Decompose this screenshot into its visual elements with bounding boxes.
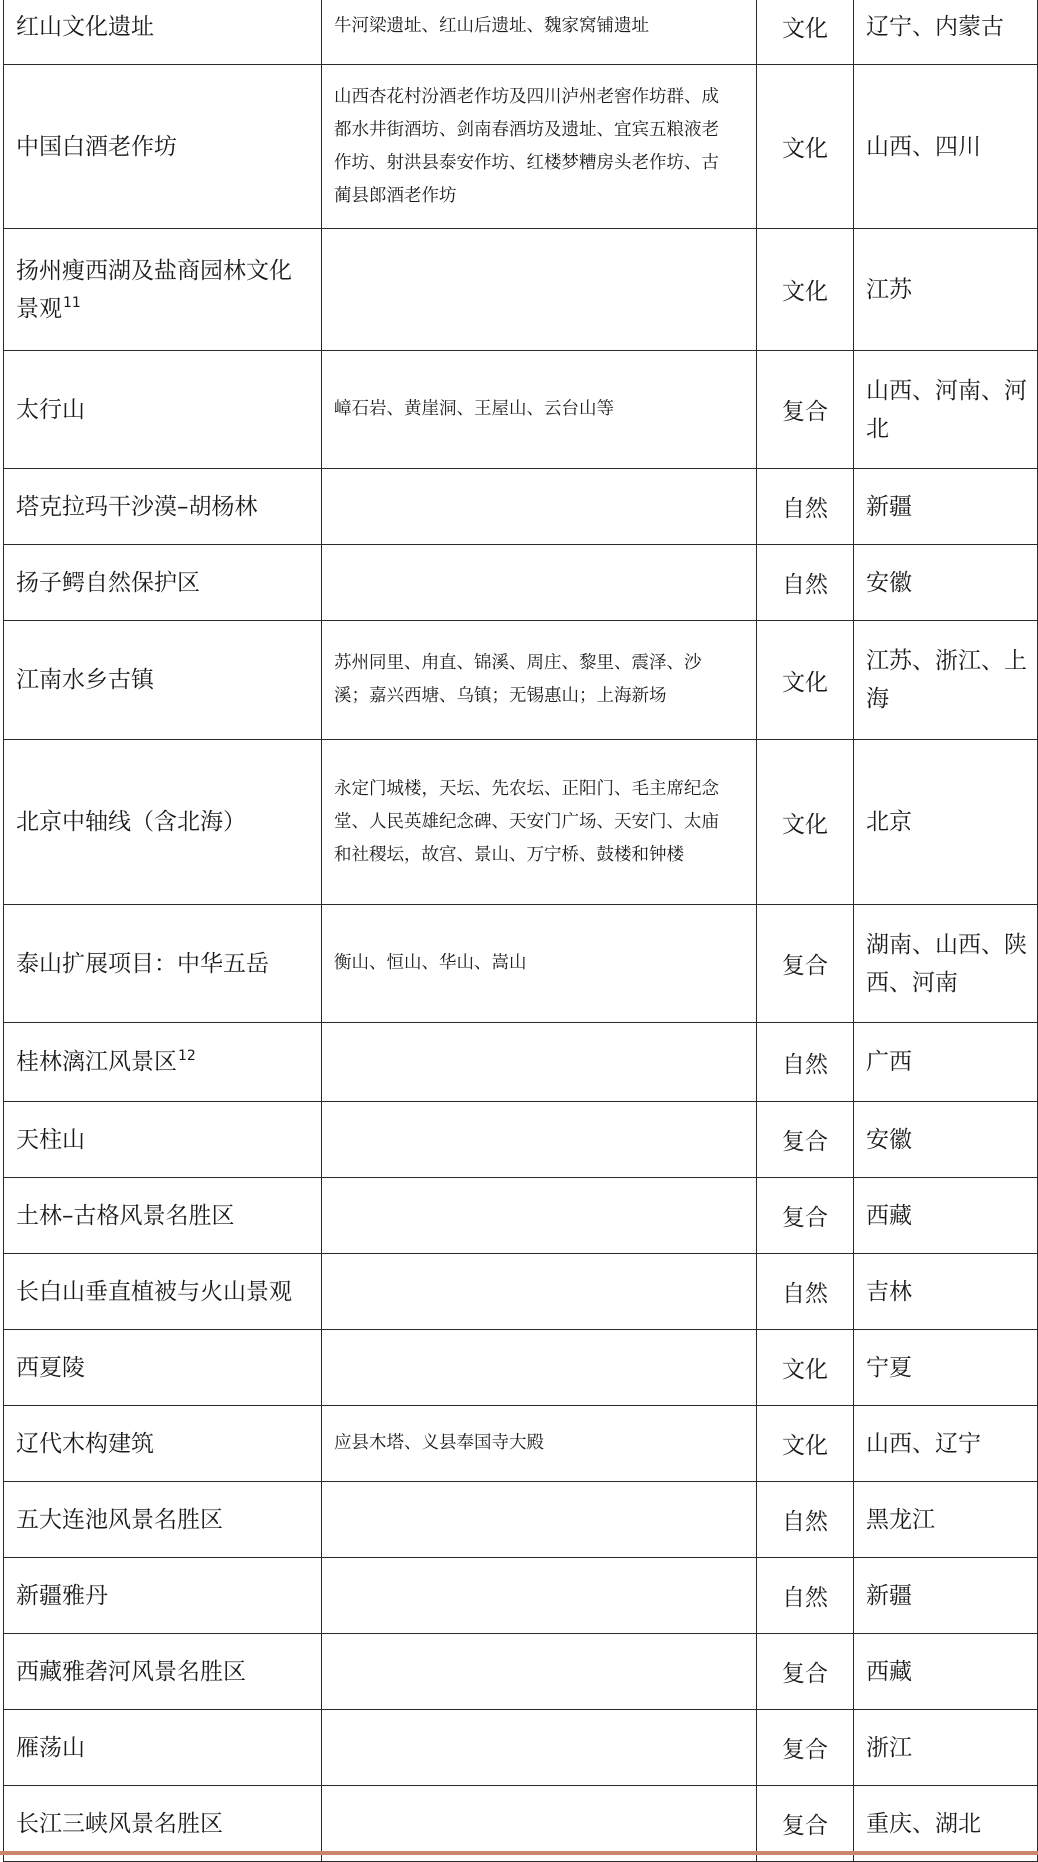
site-components: 永定门城楼，天坛、先农坛、正阳门、毛主席纪念堂、人民英雄纪念碑、天安门广场、天安门、太庙和社稷坛，故宫、景山、万宁桥、鼓楼和钟楼 — [334, 778, 719, 865]
site-name-cell — [4, 1254, 322, 1330]
site-name-cell — [4, 65, 322, 229]
bottom-divider-bar — [0, 1851, 1038, 1855]
site-name: 天柱山 — [16, 1126, 85, 1153]
components-cell — [322, 1178, 757, 1254]
province-cell — [854, 621, 1038, 740]
type-cell — [757, 1482, 854, 1558]
site-province: 辽宁、内蒙古 — [866, 13, 1004, 40]
site-type: 文化 — [782, 279, 828, 305]
heritage-table-container — [3, 0, 1037, 1862]
type-cell — [757, 1254, 854, 1330]
table-row — [4, 1102, 1038, 1178]
province-cell — [854, 1178, 1038, 1254]
site-province: 新疆 — [866, 1582, 912, 1609]
province-cell — [854, 1482, 1038, 1558]
province-cell — [854, 1102, 1038, 1178]
site-type: 自然 — [782, 496, 828, 522]
province-cell — [854, 1330, 1038, 1406]
site-province: 西藏 — [866, 1658, 912, 1685]
type-cell — [757, 0, 854, 65]
site-name: 扬子鳄自然保护区 — [16, 569, 200, 596]
site-type: 复合 — [782, 1205, 828, 1231]
table-row — [4, 1330, 1038, 1406]
site-name: 桂林漓江风景区 — [16, 1049, 177, 1075]
site-name-cell — [4, 1482, 322, 1558]
table-row — [4, 1558, 1038, 1634]
type-cell — [757, 545, 854, 621]
site-components: 牛河梁遗址、红山后遗址、魏家窝铺遗址 — [334, 16, 649, 36]
site-province: 湖南、山西、陕西、河南 — [866, 931, 1027, 996]
components-cell — [322, 1023, 757, 1102]
table-row — [4, 65, 1038, 229]
type-cell — [757, 1102, 854, 1178]
type-cell — [757, 621, 854, 740]
site-type: 自然 — [782, 1585, 828, 1611]
site-components: 苏州同里、甪直、锦溪、周庄、黎里、震泽、沙溪；嘉兴西塘、乌镇；无锡惠山；上海新场 — [334, 653, 702, 706]
site-province: 山西、四川 — [866, 133, 981, 160]
table-row — [4, 1178, 1038, 1254]
table-row — [4, 0, 1038, 65]
components-cell — [322, 351, 757, 469]
site-province: 江苏 — [866, 276, 912, 303]
table-row — [4, 351, 1038, 469]
province-cell — [854, 0, 1038, 65]
components-cell — [322, 1634, 757, 1710]
type-cell — [757, 1330, 854, 1406]
site-name-cell — [4, 1330, 322, 1406]
site-name-cell — [4, 740, 322, 905]
components-cell — [322, 469, 757, 545]
site-type: 复合 — [782, 1737, 828, 1763]
province-cell — [854, 1710, 1038, 1786]
type-cell — [757, 65, 854, 229]
site-name: 雁荡山 — [16, 1734, 85, 1761]
site-province: 黑龙江 — [866, 1506, 935, 1533]
site-type: 复合 — [782, 1129, 828, 1155]
table-row — [4, 1482, 1038, 1558]
components-cell — [322, 65, 757, 229]
footnote-marker: 11 — [63, 294, 81, 311]
site-province: 山西、辽宁 — [866, 1430, 981, 1457]
site-province: 西藏 — [866, 1202, 912, 1229]
province-cell — [854, 1406, 1038, 1482]
site-province: 山西、河南、河北 — [866, 377, 1027, 442]
site-type: 文化 — [782, 136, 828, 162]
province-cell — [854, 1254, 1038, 1330]
table-row — [4, 740, 1038, 905]
site-name: 红山文化遗址 — [16, 13, 154, 40]
type-cell — [757, 1023, 854, 1102]
site-province: 宁夏 — [866, 1354, 912, 1381]
site-province: 新疆 — [866, 493, 912, 520]
components-cell — [322, 1254, 757, 1330]
type-cell — [757, 1634, 854, 1710]
site-province: 重庆、湖北 — [866, 1810, 981, 1837]
site-name: 长江三峡风景名胜区 — [16, 1810, 223, 1837]
province-cell — [854, 1558, 1038, 1634]
site-name-cell — [4, 1178, 322, 1254]
site-type: 文化 — [782, 669, 828, 696]
site-type: 自然 — [782, 1509, 828, 1535]
province-cell — [854, 351, 1038, 469]
site-name-cell — [4, 229, 322, 351]
type-cell — [757, 229, 854, 351]
table-row — [4, 1710, 1038, 1786]
table-row — [4, 229, 1038, 351]
components-cell — [322, 740, 757, 905]
table-row — [4, 469, 1038, 545]
site-name: 辽代木构建筑 — [16, 1430, 154, 1457]
site-type: 复合 — [782, 399, 828, 425]
site-name: 五大连池风景名胜区 — [16, 1506, 223, 1533]
type-cell — [757, 1178, 854, 1254]
site-name: 中国白酒老作坊 — [16, 133, 177, 160]
site-name: 扬州瘦西湖及盐商园林文化景观 — [16, 257, 292, 322]
site-type: 自然 — [782, 1051, 828, 1078]
type-cell — [757, 351, 854, 469]
table-row — [4, 905, 1038, 1023]
site-type: 自然 — [782, 1281, 828, 1307]
table-row — [4, 545, 1038, 621]
province-cell — [854, 740, 1038, 905]
site-name: 长白山垂直植被与火山景观 — [16, 1278, 292, 1305]
site-name-cell — [4, 545, 322, 621]
site-name-cell — [4, 1102, 322, 1178]
type-cell — [757, 1558, 854, 1634]
components-cell — [322, 1330, 757, 1406]
site-name: 北京中轴线（含北海） — [16, 809, 246, 835]
site-province: 广西 — [866, 1049, 912, 1075]
site-type: 文化 — [782, 16, 828, 42]
site-province: 北京 — [866, 809, 912, 835]
table-row — [4, 1634, 1038, 1710]
site-province: 浙江 — [866, 1734, 912, 1761]
components-cell — [322, 1406, 757, 1482]
site-components: 应县木塔、义县奉国寺大殿 — [334, 1433, 544, 1453]
table-row — [4, 621, 1038, 740]
site-name-cell — [4, 351, 322, 469]
type-cell — [757, 905, 854, 1023]
components-cell — [322, 905, 757, 1023]
site-province: 安徽 — [866, 569, 912, 596]
province-cell — [854, 905, 1038, 1023]
heritage-table — [3, 0, 1038, 1862]
site-name: 塔克拉玛干沙漠–胡杨林 — [16, 493, 258, 520]
site-name-cell — [4, 905, 322, 1023]
site-components: 衡山、恒山、华山、嵩山 — [334, 953, 527, 973]
type-cell — [757, 469, 854, 545]
site-components: 山西杏花村汾酒老作坊及四川泸州老窖作坊群、成都水井街酒坊、剑南春酒坊及遗址、宜宾五粮液老作坊、射洪县泰安作坊、红楼梦糟房头老作坊、古蔺县郎酒老作坊 — [334, 86, 719, 206]
site-type: 文化 — [782, 811, 828, 838]
site-name-cell — [4, 469, 322, 545]
site-province: 吉林 — [866, 1278, 912, 1305]
site-name-cell — [4, 1023, 322, 1102]
site-name: 西夏陵 — [16, 1354, 85, 1381]
site-type: 文化 — [782, 1357, 828, 1383]
site-type: 文化 — [782, 1433, 828, 1459]
site-name-cell — [4, 621, 322, 740]
site-name-cell — [4, 1406, 322, 1482]
province-cell — [854, 229, 1038, 351]
site-name-cell — [4, 1710, 322, 1786]
table-row — [4, 1023, 1038, 1102]
province-cell — [854, 1023, 1038, 1102]
site-type: 复合 — [782, 1661, 828, 1687]
table-row — [4, 1254, 1038, 1330]
province-cell — [854, 545, 1038, 621]
type-cell — [757, 740, 854, 905]
components-cell — [322, 1710, 757, 1786]
site-components: 嶂石岩、黄崖洞、王屋山、云台山等 — [334, 399, 614, 419]
site-name: 江南水乡古镇 — [16, 667, 154, 693]
site-province: 安徽 — [866, 1126, 912, 1153]
province-cell — [854, 469, 1038, 545]
site-name-cell — [4, 1558, 322, 1634]
site-type: 复合 — [782, 1813, 828, 1839]
components-cell — [322, 621, 757, 740]
site-name: 太行山 — [16, 396, 85, 423]
components-cell — [322, 1102, 757, 1178]
site-name-cell — [4, 0, 322, 65]
site-name: 土林–古格风景名胜区 — [16, 1202, 235, 1229]
components-cell — [322, 229, 757, 351]
type-cell — [757, 1406, 854, 1482]
footnote-marker: 12 — [178, 1048, 196, 1064]
components-cell — [322, 1558, 757, 1634]
province-cell — [854, 65, 1038, 229]
site-province: 江苏、浙江、上海 — [866, 648, 1027, 712]
province-cell — [854, 1634, 1038, 1710]
site-name: 新疆雅丹 — [16, 1582, 108, 1609]
components-cell — [322, 1482, 757, 1558]
site-type: 复合 — [782, 953, 828, 979]
type-cell — [757, 1710, 854, 1786]
site-name-cell — [4, 1634, 322, 1710]
table-row — [4, 1406, 1038, 1482]
site-name: 西藏雅砻河风景名胜区 — [16, 1658, 246, 1685]
site-type: 自然 — [782, 572, 828, 598]
components-cell — [322, 545, 757, 621]
components-cell — [322, 0, 757, 65]
site-name: 泰山扩展项目：中华五岳 — [16, 950, 269, 977]
